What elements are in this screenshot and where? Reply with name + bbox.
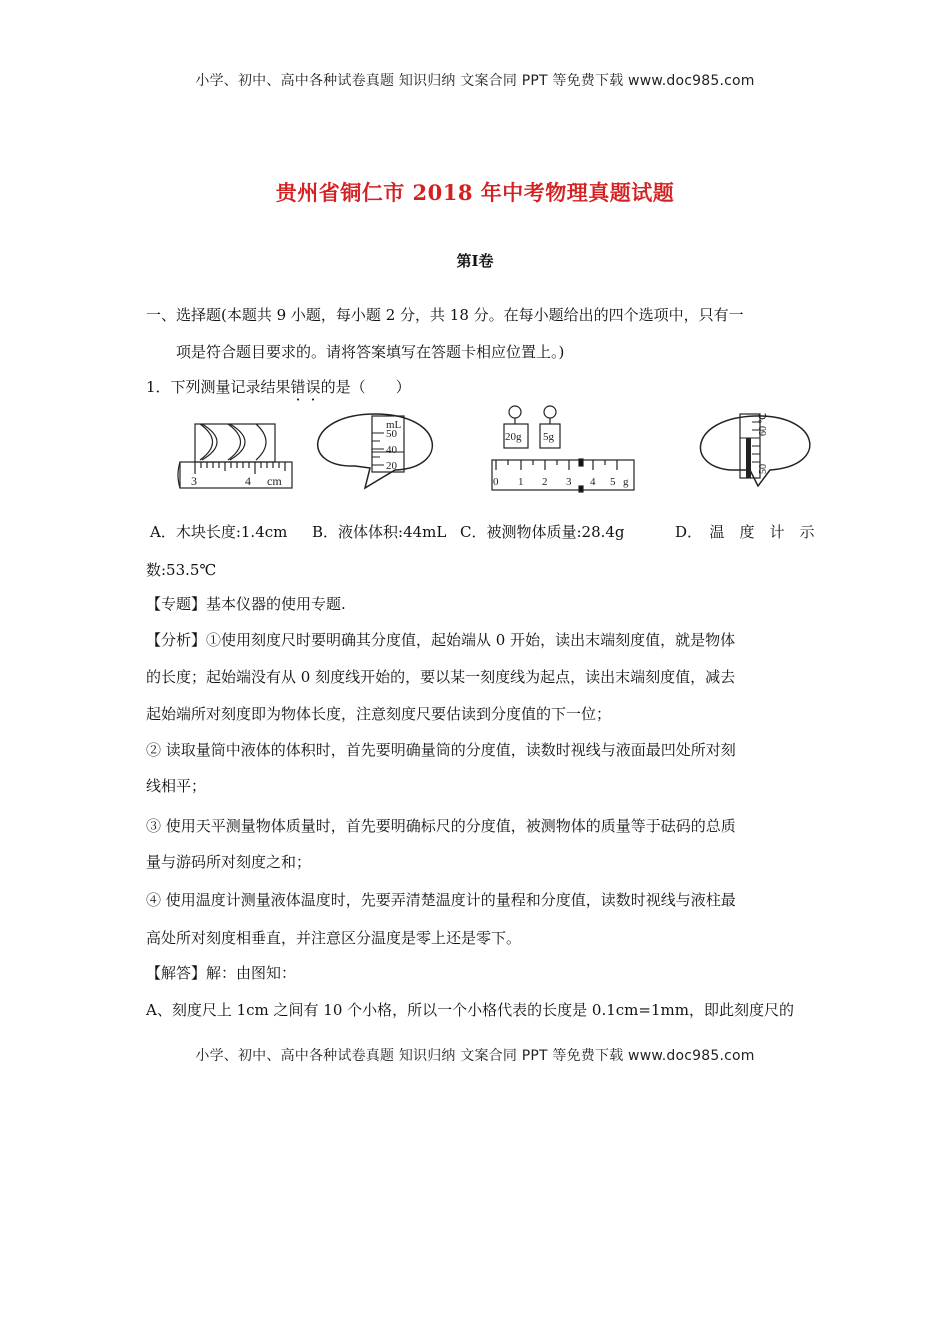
analysis-line-4: ② 读取量筒中液体的体积时，首先要明确量筒的分度值，读数时视线与液面最凹处所对刻 xyxy=(146,741,736,759)
thermo-label-50: 50 xyxy=(758,464,769,474)
section-line-2: 项是符合题目要求的。请将答案填写在答题卡相应位置上。) xyxy=(176,343,565,361)
analysis-line-1: 【分析】①使用刻度尺时要明确其分度值，起始端从 0 开始，读出末端刻度值，就是物体 xyxy=(146,631,736,649)
question-figures xyxy=(140,404,820,504)
ruler-label-cm: cm xyxy=(267,474,282,488)
option-a: A．木块长度:1.4cm xyxy=(150,523,288,541)
solution-line-a: A、刻度尺上 1cm 之间有 10 个小格，所以一个小格代表的长度是 0.1cm=1mm，即此刻度尺的 xyxy=(146,1001,794,1019)
balance-tick-0: 0 xyxy=(493,476,499,488)
thermometer-callout xyxy=(700,416,809,486)
topic-line: 【专题】基本仪器的使用专题. xyxy=(146,595,346,613)
analysis-line-9: 高处所对刻度相垂直，并注意区分温度是零上还是零下。 xyxy=(146,929,522,947)
rider-top xyxy=(579,459,583,466)
weight-20g-label: 20g xyxy=(505,431,522,443)
analysis-line-2: 的长度；起始端没有从 0 刻度线开始的，要以某一刻度线为起点，读出末端刻度值，减去 xyxy=(146,668,736,686)
cylinder-callout xyxy=(318,414,433,488)
balance-ticks xyxy=(496,460,617,470)
analysis-line-3: 起始端所对刻度即为物体长度，注意刻度尺要估读到分度值的下一位； xyxy=(146,705,612,723)
ruler-label-4: 4 xyxy=(245,474,251,488)
analysis-line-5: 线相平； xyxy=(146,777,207,795)
solution-heading: 【解答】解：由图知： xyxy=(146,964,297,982)
cylinder-figure xyxy=(318,414,433,488)
balance-tick-3: 3 xyxy=(566,476,572,488)
option-d-continued: 数:53.5℃ xyxy=(146,561,217,579)
cylinder-unit: mL xyxy=(386,419,402,431)
analysis-line-6: ③ 使用天平测量物体质量时，首先要明确标尺的分度值，被测物体的质量等于砝码的总质 xyxy=(146,817,736,835)
section-line-1: 一、选择题(本题共 9 小题，每小题 2 分，共 18 分。在每小题给出的四个选项中，只有一 xyxy=(146,306,744,324)
emphasis-char-1: 错 xyxy=(290,378,306,396)
ruler-label-3: 3 xyxy=(191,474,197,488)
cylinder-label-20: 20 xyxy=(386,460,397,472)
option-b: B．液体体积:44mL xyxy=(312,523,447,541)
weight-5g-label: 5g xyxy=(543,431,554,443)
page-footer: 小学、初中、高中各种试卷真题 知识归纳 文案合同 PPT 等免费下载 www.doc985.com xyxy=(195,1048,755,1064)
question-suffix: 的是（ ） xyxy=(320,378,411,396)
cylinder-label-50: 50 xyxy=(386,428,397,440)
balance-unit: g xyxy=(623,476,629,488)
exam-title: 贵州省铜仁市 2018 年中考物理真题试题 xyxy=(275,180,675,205)
mercury-column xyxy=(746,438,751,478)
balance-tick-1: 1 xyxy=(518,476,524,488)
balance-tick-2: 2 xyxy=(542,476,548,488)
block-grain xyxy=(200,424,217,460)
option-c: C．被测物体质量:28.4g xyxy=(460,523,625,541)
emphasis-char-2: 误 xyxy=(305,378,321,396)
weight-20g-knob xyxy=(509,406,521,418)
page-header: 小学、初中、高中各种试卷真题 知识归纳 文案合同 PPT 等免费下载 www.doc985.com xyxy=(195,73,755,89)
balance-tick-5: 5 xyxy=(610,476,616,488)
question-1 xyxy=(146,376,411,397)
weight-5g-knob xyxy=(544,406,556,418)
balance-tick-4: 4 xyxy=(590,476,596,488)
rider-bottom xyxy=(579,486,583,492)
thermometer-figure xyxy=(700,414,809,486)
thermo-unit: ℃ xyxy=(758,412,769,424)
question-prefix: 1．下列测量记录结果 xyxy=(146,378,291,396)
volume-label: 第Ⅰ卷 xyxy=(456,252,494,270)
analysis-line-7: 量与游码所对刻度之和； xyxy=(146,853,312,871)
cylinder-label-40: 40 xyxy=(386,444,397,456)
analysis-line-8: ④ 使用温度计测量液体温度时，先要弄清楚温度计的量程和分度值，读数时视线与液柱最 xyxy=(146,891,736,909)
thermo-label-60: 60 xyxy=(758,426,769,436)
option-d: D． 温 度 计 示 xyxy=(675,523,815,541)
ruler-ticks xyxy=(195,462,285,474)
